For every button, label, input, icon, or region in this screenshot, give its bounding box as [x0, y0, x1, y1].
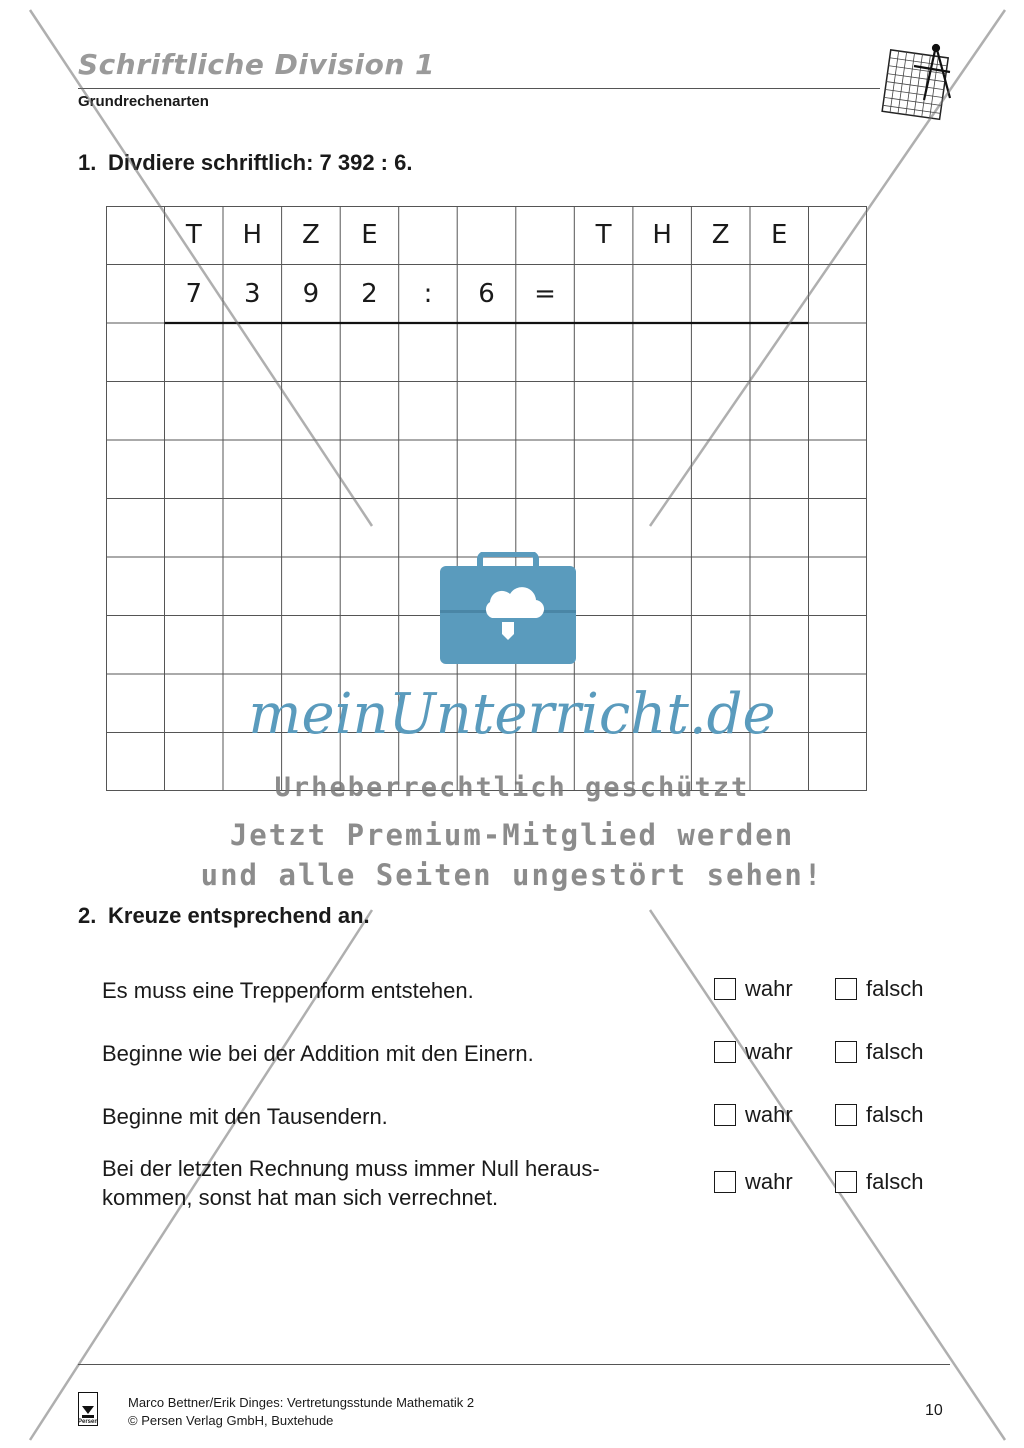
task-1-number: 1. — [78, 150, 97, 175]
statement-1-true-checkbox[interactable] — [714, 978, 736, 1000]
statement-1-true-option[interactable] — [714, 976, 793, 1002]
grid-cell-row2-2: 3 — [244, 278, 261, 309]
footer-credits — [128, 1394, 474, 1430]
statement-1 — [102, 976, 474, 1005]
statement-2-line-1: Beginne wie bei der Addition mit den Einern. — [102, 1041, 534, 1066]
footer-divider — [78, 1364, 950, 1365]
grid-cell-row1-3: Z — [301, 220, 320, 251]
task-1-text: Divdiere schriftlich: 7 392 : 6. — [108, 150, 413, 175]
grid-cell-row1-2: H — [242, 220, 263, 251]
publisher-logo — [78, 1392, 98, 1426]
statement-2-false-checkbox[interactable] — [835, 1041, 857, 1063]
statement-3 — [102, 1102, 388, 1131]
true-label: wahr — [745, 1039, 793, 1064]
statement-1-false-checkbox[interactable] — [835, 978, 857, 1000]
statement-3-false-option[interactable] — [835, 1102, 923, 1128]
statement-1-line-1: Es muss eine Treppenform entstehen. — [102, 978, 474, 1003]
statement-4-line-1: Bei der letzten Rechnung muss immer Null heraus- — [102, 1156, 600, 1181]
grid-cell-row1-4: E — [361, 220, 378, 251]
false-label: falsch — [866, 1169, 924, 1194]
statement-4-true-checkbox[interactable] — [714, 1171, 736, 1193]
grid-cell-row2-1: 7 — [185, 278, 203, 309]
grid-cell-row1-11: E — [770, 220, 788, 251]
watermark-brand: meinUnterricht.de — [248, 682, 776, 747]
false-label: falsch — [866, 1039, 924, 1064]
task-2-heading — [78, 903, 370, 929]
grid-cell-row1-10: Z — [711, 220, 730, 251]
grid-cell-row1-8: T — [595, 220, 612, 251]
watermark-premium-line-1: Jetzt Premium-Mitglied werden — [229, 818, 795, 852]
statement-3-false-checkbox[interactable] — [835, 1104, 857, 1126]
grid-cell-row2-6: 6 — [478, 278, 495, 309]
true-label: wahr — [745, 1102, 793, 1127]
statement-1-false-option[interactable] — [835, 976, 923, 1002]
statement-4-line-2: kommen, sonst hat man sich verrechnet. — [102, 1185, 499, 1210]
statement-2-true-option[interactable] — [714, 1039, 793, 1065]
grid-cell-row2-4: 2 — [361, 278, 378, 309]
statement-2-false-option[interactable] — [835, 1039, 923, 1065]
statement-3-true-option[interactable] — [714, 1102, 793, 1128]
footer-line-1: Marco Bettner/Erik Dinges: Vertretungsstunde Mathematik 2 — [128, 1395, 475, 1410]
watermark-copyright: Urheberrechtlich geschützt — [274, 772, 750, 803]
statement-3-line-1: Beginne mit den Tausendern. — [102, 1104, 388, 1129]
publisher-logo-text: Persen — [78, 1419, 99, 1425]
statement-4 — [102, 1154, 600, 1212]
true-label: wahr — [745, 1169, 793, 1194]
false-label: falsch — [866, 1102, 924, 1127]
worksheet-title: Schriftliche Division 1 — [78, 48, 435, 81]
publisher-logo-mark-icon — [81, 1405, 95, 1419]
statement-3-true-checkbox[interactable] — [714, 1104, 736, 1126]
watermark-premium-line-2: und alle Seiten ungestört sehen! — [200, 858, 824, 892]
page-number: 10 — [925, 1402, 943, 1419]
grid-cell-row2-3: 9 — [302, 278, 320, 309]
grid-cell-row1-1: T — [185, 220, 202, 251]
false-label: falsch — [866, 976, 924, 1001]
statement-4-true-option[interactable] — [714, 1169, 793, 1195]
grid-cell-row2-5: : — [423, 278, 433, 309]
task-2-text: Kreuze entsprechend an. — [108, 903, 370, 928]
worksheet-subtitle: Grundrechenarten — [78, 93, 209, 110]
grid-cell-row1-9: H — [652, 220, 672, 251]
statement-4-false-option[interactable] — [835, 1169, 923, 1195]
statement-4-false-checkbox[interactable] — [835, 1171, 857, 1193]
statement-2 — [102, 1039, 534, 1068]
briefcase-logo-icon — [440, 552, 576, 664]
grid-cell-row2-7: = — [534, 278, 556, 309]
footer-line-2: © Persen Verlag GmbH, Buxtehude — [128, 1413, 334, 1428]
true-label: wahr — [745, 976, 793, 1001]
task-2-number: 2. — [78, 903, 97, 928]
statement-2-true-checkbox[interactable] — [714, 1041, 736, 1063]
